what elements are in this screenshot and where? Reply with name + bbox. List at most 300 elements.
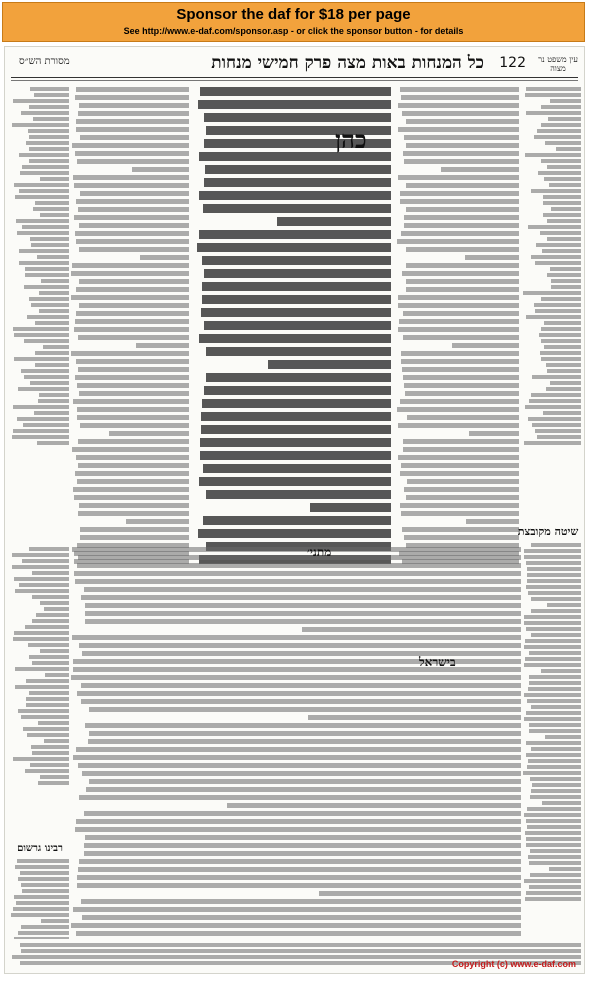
text-line (39, 291, 69, 295)
text-line (534, 135, 581, 139)
text-line (76, 311, 189, 316)
text-line (540, 351, 581, 355)
text-line (14, 937, 69, 939)
text-line (527, 765, 581, 769)
text-line (524, 663, 581, 667)
text-line (71, 271, 189, 276)
text-line (398, 455, 519, 460)
text-line (77, 563, 521, 568)
text-line (77, 407, 189, 412)
text-line (452, 343, 519, 348)
text-line (529, 399, 581, 403)
text-line (26, 703, 69, 707)
text-line (11, 913, 69, 917)
text-line (404, 383, 519, 388)
text-line (541, 669, 581, 673)
text-line (32, 751, 69, 755)
text-line (43, 345, 69, 349)
text-line (29, 655, 69, 659)
text-line (404, 135, 519, 140)
text-line (16, 901, 69, 905)
text-line (543, 201, 581, 205)
text-line (406, 247, 519, 252)
text-line (542, 249, 581, 253)
text-line (29, 135, 69, 139)
text-line (85, 603, 521, 608)
text-line (73, 175, 189, 180)
text-line (79, 391, 189, 396)
text-line (277, 217, 391, 226)
sponsor-subtitle[interactable]: See http://www.e-daf.com/sponsor.asp - or click the sponsor button - for details (123, 26, 464, 36)
text-line (526, 585, 581, 589)
text-line (530, 795, 581, 799)
text-line (525, 405, 581, 409)
text-line (38, 781, 69, 785)
text-line (537, 129, 581, 133)
text-line (79, 279, 189, 284)
text-line (39, 309, 69, 313)
text-line (539, 333, 581, 337)
text-line (26, 141, 69, 145)
text-line (199, 334, 391, 343)
text-line (525, 897, 581, 901)
text-line (76, 239, 189, 244)
text-line (25, 267, 69, 271)
text-line (529, 675, 581, 679)
text-line (524, 615, 581, 619)
text-line (545, 735, 581, 739)
text-line (524, 717, 581, 721)
text-line (77, 383, 189, 388)
text-line (80, 191, 189, 196)
text-line (38, 721, 69, 725)
text-line (35, 351, 69, 355)
text-line (404, 223, 519, 228)
text-line (206, 347, 391, 356)
text-line (29, 159, 69, 163)
text-line (543, 411, 581, 415)
text-line (76, 747, 521, 752)
text-line (20, 871, 69, 875)
header-rule (11, 77, 578, 78)
text-line (25, 769, 69, 773)
text-line (37, 441, 69, 445)
text-line (15, 667, 69, 671)
text-line (75, 319, 189, 324)
text-line (402, 527, 519, 532)
text-line (550, 267, 581, 271)
text-line (524, 879, 581, 883)
text-line (15, 685, 69, 689)
text-line (398, 103, 519, 108)
text-line (400, 471, 519, 476)
text-line (19, 261, 69, 265)
text-line (308, 715, 521, 720)
text-line (72, 143, 189, 148)
text-line (403, 311, 519, 316)
text-line (13, 99, 69, 103)
text-line (18, 709, 69, 713)
text-line (398, 423, 519, 428)
text-line (227, 803, 521, 808)
text-line (531, 747, 581, 751)
text-line (75, 375, 189, 380)
text-line (41, 919, 69, 923)
text-line (71, 923, 521, 928)
talmud-page (4, 46, 585, 974)
text-line (549, 867, 581, 871)
text-line (72, 547, 521, 552)
gemara-opening-word: כהן (335, 125, 367, 154)
text-line (268, 360, 391, 369)
text-line (406, 263, 519, 268)
text-line (529, 651, 581, 655)
text-line (74, 495, 189, 500)
text-line (33, 117, 69, 121)
text-line (203, 204, 391, 213)
text-line (85, 619, 521, 624)
text-line (15, 195, 69, 199)
text-line (532, 423, 581, 427)
text-line (79, 103, 189, 108)
text-line (531, 609, 581, 613)
text-line (13, 757, 69, 761)
text-line (14, 895, 69, 899)
text-line (72, 635, 521, 640)
text-line (402, 367, 519, 372)
text-line (406, 495, 519, 500)
text-line (74, 215, 189, 220)
text-line (79, 303, 189, 308)
text-line (21, 925, 69, 929)
text-line (406, 207, 519, 212)
text-line (535, 429, 581, 433)
text-line (86, 787, 521, 792)
text-line (527, 567, 581, 571)
text-line (406, 287, 519, 292)
text-line (406, 119, 519, 124)
text-line (38, 399, 69, 403)
text-line (28, 643, 69, 647)
text-line (32, 595, 69, 599)
text-line (80, 535, 189, 540)
text-line (14, 577, 69, 581)
text-line (21, 111, 69, 115)
text-line (400, 191, 519, 196)
text-line (547, 603, 581, 607)
text-line (526, 627, 581, 631)
text-line (17, 859, 69, 863)
text-line (34, 93, 69, 97)
text-line (14, 357, 69, 361)
text-line (401, 511, 519, 516)
text-line (524, 441, 581, 445)
text-line (79, 643, 521, 648)
gemara-column (197, 87, 391, 567)
text-line (523, 771, 581, 775)
text-line (203, 464, 391, 473)
text-line (549, 183, 581, 187)
text-line (551, 285, 581, 289)
text-line (441, 167, 519, 172)
text-line (79, 247, 189, 252)
page-header (5, 53, 584, 75)
text-line (310, 503, 391, 512)
text-line (84, 843, 521, 848)
text-line (25, 273, 69, 277)
text-line (551, 207, 581, 211)
text-line (531, 597, 581, 601)
text-line (74, 571, 521, 576)
text-line (21, 883, 69, 887)
text-line (33, 207, 69, 211)
text-line (73, 907, 521, 912)
text-line (546, 363, 581, 367)
text-line (406, 279, 519, 284)
copyright-notice[interactable]: Copyright (c) www.e-daf.com (451, 959, 576, 969)
text-line (398, 303, 519, 308)
header-rule-secondary (11, 80, 578, 81)
text-line (398, 327, 519, 332)
sponsor-title[interactable]: Sponsor the daf for $18 per page (176, 6, 411, 23)
text-line (79, 223, 189, 228)
text-line (199, 191, 391, 200)
text-line (528, 591, 581, 595)
text-line (44, 739, 69, 743)
text-line (403, 375, 519, 380)
text-line (206, 490, 391, 499)
text-line (526, 111, 581, 115)
text-line (15, 865, 69, 869)
text-line (530, 777, 581, 781)
text-line (89, 779, 521, 784)
text-line (73, 399, 189, 404)
text-line (20, 171, 69, 175)
text-line (544, 345, 581, 349)
text-line (531, 189, 581, 193)
text-line (13, 327, 69, 331)
text-line (404, 535, 519, 540)
text-line (531, 705, 581, 709)
israel-keyword: בישראל (419, 655, 456, 669)
text-line (398, 127, 519, 132)
text-line (537, 435, 581, 439)
text-line (74, 327, 189, 332)
text-line (547, 369, 581, 373)
text-line (541, 327, 581, 331)
text-line (201, 425, 391, 434)
text-line (469, 431, 519, 436)
text-line (40, 213, 69, 217)
text-line (85, 723, 521, 728)
text-line (15, 589, 69, 593)
text-line (29, 691, 69, 695)
text-line (16, 219, 69, 223)
text-line (13, 637, 69, 641)
text-line (524, 555, 581, 559)
text-line (401, 231, 519, 236)
text-line (201, 412, 391, 421)
text-line (19, 249, 69, 253)
text-line (71, 675, 521, 680)
text-line (77, 415, 189, 420)
text-line (85, 611, 521, 616)
text-line (526, 891, 581, 895)
text-line (28, 129, 69, 133)
text-line (536, 243, 581, 247)
text-line (541, 105, 581, 109)
text-line (22, 165, 69, 169)
text-line (200, 87, 391, 96)
text-line (79, 503, 189, 508)
text-line (35, 321, 69, 325)
text-line (136, 343, 189, 348)
text-line (528, 855, 581, 859)
text-line (30, 237, 69, 241)
text-line (550, 381, 581, 385)
text-line (75, 151, 189, 156)
text-line (80, 135, 189, 140)
text-line (534, 303, 581, 307)
text-line (545, 141, 581, 145)
text-line (402, 111, 519, 116)
text-line (529, 729, 581, 733)
text-line (403, 439, 519, 444)
text-line (14, 631, 69, 635)
text-line (12, 553, 69, 557)
text-line (526, 843, 581, 847)
text-line (531, 789, 581, 793)
text-line (78, 111, 189, 116)
text-line (78, 763, 521, 768)
text-line (78, 511, 189, 516)
text-line (529, 681, 581, 685)
text-line (109, 431, 189, 436)
text-line (538, 171, 581, 175)
text-line (39, 393, 69, 397)
text-line (540, 231, 581, 235)
text-line (541, 339, 581, 343)
text-line (526, 741, 581, 745)
text-line (406, 183, 519, 188)
text-line (528, 417, 581, 421)
text-line (88, 739, 521, 744)
text-line (30, 763, 69, 767)
text-line (26, 697, 69, 701)
text-line (85, 835, 521, 840)
text-line (204, 178, 391, 187)
text-line (404, 487, 519, 492)
text-line (541, 297, 581, 301)
text-line (527, 579, 581, 583)
text-line (547, 165, 581, 169)
text-line (19, 189, 69, 193)
text-line (75, 95, 189, 100)
text-line (29, 105, 69, 109)
text-line (547, 219, 581, 223)
text-line (76, 819, 521, 824)
text-line (81, 683, 521, 688)
text-line (526, 711, 581, 715)
text-line (531, 255, 581, 259)
text-line (204, 113, 391, 122)
text-line (14, 183, 69, 187)
text-line (204, 269, 391, 278)
text-line (77, 883, 521, 888)
text-line (548, 117, 581, 121)
text-line (17, 231, 69, 235)
text-line (546, 387, 581, 391)
text-line (407, 415, 519, 420)
text-line (197, 243, 391, 252)
text-line (75, 231, 189, 236)
text-line (523, 291, 581, 295)
text-line (40, 649, 69, 653)
text-line (76, 87, 189, 92)
text-line (531, 543, 581, 547)
text-line (524, 693, 581, 697)
text-line (525, 831, 581, 835)
text-line (531, 393, 581, 397)
text-line (400, 87, 519, 92)
text-line (526, 87, 581, 91)
text-line (20, 943, 581, 947)
text-line (73, 755, 521, 760)
chapter-title: כל המנחות באות מצה פרק חמישי מנחות (211, 53, 484, 73)
text-line (30, 381, 69, 385)
text-line (22, 225, 69, 229)
left-margin-column (11, 87, 69, 557)
text-line (75, 827, 521, 832)
text-line (18, 877, 69, 881)
sponsor-banner[interactable] (2, 2, 585, 42)
text-line (40, 177, 69, 181)
text-line (79, 795, 521, 800)
text-line (529, 723, 581, 727)
text-line (81, 595, 521, 600)
ein-mishpat-label: עין משפט נר מצוה (538, 55, 578, 73)
text-line (525, 153, 581, 157)
text-line (79, 859, 521, 864)
text-line (21, 369, 69, 373)
text-line (535, 309, 581, 313)
text-line (528, 225, 581, 229)
text-line (78, 439, 189, 444)
text-line (524, 549, 581, 553)
text-line (31, 243, 69, 247)
text-line (529, 885, 581, 889)
text-line (525, 657, 581, 661)
text-line (525, 639, 581, 643)
text-line (13, 907, 69, 911)
text-line (78, 207, 189, 212)
text-line (465, 255, 519, 260)
text-line (12, 435, 69, 439)
text-line (202, 399, 391, 408)
text-line (526, 315, 581, 319)
text-line (76, 359, 189, 364)
text-line (202, 282, 391, 291)
text-line (466, 519, 519, 524)
text-line (23, 727, 69, 731)
text-line (81, 699, 521, 704)
text-line (24, 339, 69, 343)
text-line (32, 661, 69, 665)
text-line (29, 297, 69, 301)
right-margin-column (523, 87, 581, 557)
text-line (199, 230, 391, 239)
text-line (81, 899, 521, 904)
